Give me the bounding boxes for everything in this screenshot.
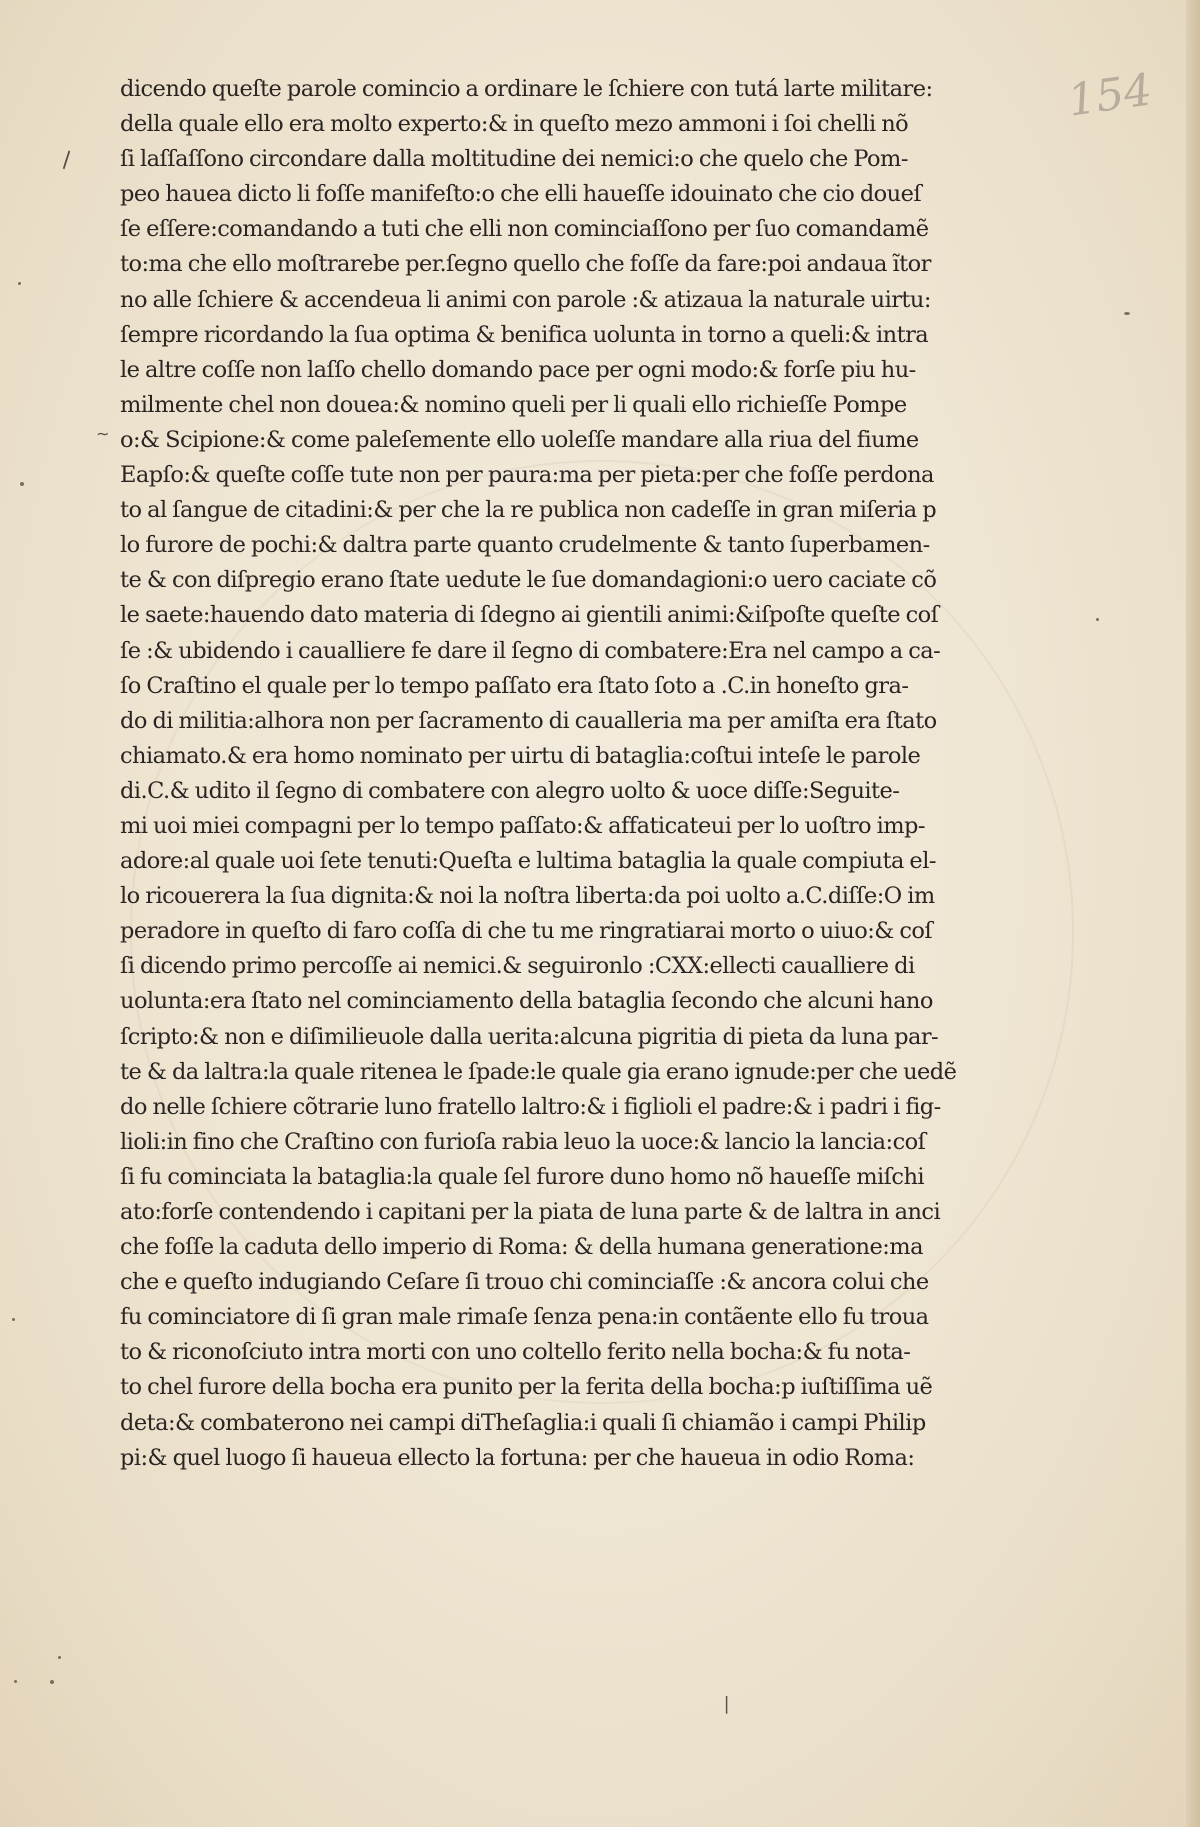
text-line: adore:al quale uoi ſete tenuti:Queſta e lultima bataglia la quale compiuta el-	[120, 848, 936, 875]
margin-mark-tick: ∣	[722, 1694, 731, 1715]
text-line: ſe eſſere:comandando a tuti che elli non cominciaſſono per ſuo comandamẽ	[120, 216, 929, 243]
text-line: chiamato.& era homo nominato per uirtu di bataglia:coſtui inteſe le parole	[120, 742, 921, 769]
text-line: te & con diſpregio erano ſtate uedute le ſue domandagioni:o uero caciate cõ	[120, 567, 937, 594]
text-line: lo furore de pochi:& daltra parte quanto crudelmente & tanto ſuperbamen-	[120, 532, 930, 559]
text-line: ſcripto:& non e diſimilieuole dalla uerita:alcuna pigritia di pieta da luna par-	[120, 1023, 939, 1050]
text-line: mi uoi miei compagni per lo tempo paſſato:& affaticateui per lo uoſtro imp-	[120, 812, 925, 839]
text-line: milmente chel non douea:& nomino queli per li quali ello richieſſe Pompe	[120, 391, 907, 418]
text-line: di.C.& udito il ſegno di combatere con alegro uolto & uoce diſſe:Seguite-	[120, 777, 900, 804]
margin-speck	[12, 1318, 15, 1321]
text-line: lioli:in fino che Craſtino con furioſa rabia leuo la uoce:& lancio la lancia:coſ	[120, 1128, 926, 1155]
text-line: te & da laltra:la quale ritenea le ſpade:le quale gia erano ignude:per che uedẽ	[120, 1058, 957, 1085]
text-line: fu cominciatore di ſi gran male rimaſe ſenza pena:in contãente ello fu troua	[120, 1304, 929, 1331]
text-line: le saete:hauendo dato materia di ſdegno ai gientili animi:&iſpoſte queſte coſ	[120, 602, 939, 629]
margin-speck	[50, 1680, 54, 1684]
margin-speck	[1124, 312, 1130, 315]
margin-speck	[18, 282, 21, 285]
text-line: deta:& combaterono nei campi diTheſaglia:i quali ſi chiamão i campi Philip	[120, 1409, 926, 1436]
margin-mark-arrow: ∖	[52, 146, 78, 175]
text-line: ſo Craſtino el quale per lo tempo paſſato era ſtato ſoto a .C.in honeſto gra-	[120, 672, 909, 699]
margin-speck	[58, 1656, 61, 1659]
text-line: ſi dicendo primo percoſſe ai nemici.& seguironlo :CXX:ellecti caualliere di	[120, 953, 915, 980]
folio-number: 154	[1064, 64, 1156, 127]
text-line: peo hauea dicto li foſſe manifeſto:o che elli haueſſe idouinato che cio doueſ	[120, 181, 922, 208]
margin-mark-pointer: ∼	[96, 424, 110, 443]
text-line: do di militia:alhora non per ſacramento di caualleria ma per amiſta era ſtato	[120, 707, 937, 734]
text-line: Eapſo:& queſte coſſe tute non per paura:ma per pieta:per che foſſe perdona	[120, 462, 934, 489]
text-line: peradore in queſto di faro coſſa di che tu me ringratiarai morto o uiuo:& coſ	[120, 918, 933, 945]
margin-speck	[1096, 618, 1099, 621]
text-line: pi:& quel luogo ſi haueua ellecto la fortuna: per che haueua in odio Roma:	[120, 1444, 915, 1471]
text-line: ſe :& ubidendo i caualliere fe dare il ſegno di combatere:Era nel campo a ca-	[120, 637, 941, 664]
text-line: to chel furore della bocha era punito per la ferita della bocha:p iuſtiſſima uẽ	[120, 1374, 933, 1401]
margin-speck	[20, 482, 24, 486]
text-line: ato:forſe contendendo i capitani per la piata de luna parte & de laltra in anci	[120, 1199, 941, 1225]
text-line: dicendo queſte parole comincio a ordinare le ſchiere con tutá larte militare:	[120, 76, 933, 102]
margin-speck	[14, 1680, 17, 1683]
text-line: le altre coſſe non laſſo chello domando pace per ogni modo:& forſe piu hu-	[120, 356, 916, 383]
text-line: to & riconoſciuto intra morti con uno coltello ferito nella bocha:& fu nota-	[120, 1339, 911, 1366]
text-line: o:& Scipione:& come paleſemente ello uoleſſe mandare alla riua del fiume	[120, 426, 919, 453]
text-line: to:ma che ello moſtrarebe per.ſegno quello che foſſe da fare:poi andaua ĩtor	[120, 251, 931, 278]
text-line: uolunta:era ſtato nel cominciamento della bataglia ſecondo che alcuni hano	[120, 988, 933, 1015]
text-line: ſi laſſaſſono circondare dalla moltitudine dei nemici:o che quelo che Pom-	[120, 146, 908, 173]
text-line: che e queſto indugiando Ceſare ſi trouo chi cominciaſſe :& ancora colui che	[120, 1269, 929, 1296]
text-line: della quale ello era molto experto:& in queſto mezo ammoni i ſoi chelli nõ	[120, 111, 909, 138]
text-line: ſi fu cominciata la bataglia:la quale ſel furore duno homo nõ haueſſe miſchi	[120, 1163, 925, 1190]
text-line: ſempre ricordando la ſua optima & benifica uolunta in torno a queli:& intra	[120, 321, 929, 348]
text-line: che foſſe la caduta dello imperio di Roma: & della humana generatione:ma	[120, 1234, 923, 1261]
body-text	[120, 72, 960, 1476]
text-line: do nelle ſchiere cõtrarie luno fratello laltro:& i figlioli el padre:& i padri i fig-	[120, 1093, 941, 1120]
text-line: lo ricouerera la ſua dignita:& noi la noſtra liberta:da poi uolto a.C.diſſe:O im	[120, 883, 935, 910]
text-line: to al ſangue de citadini:& per che la re publica non cadeſſe in gran miſeria p	[120, 497, 937, 524]
text-line: no alle ſchiere & accendeua li animi con parole :& atizaua la naturale uirtu:	[120, 286, 931, 313]
